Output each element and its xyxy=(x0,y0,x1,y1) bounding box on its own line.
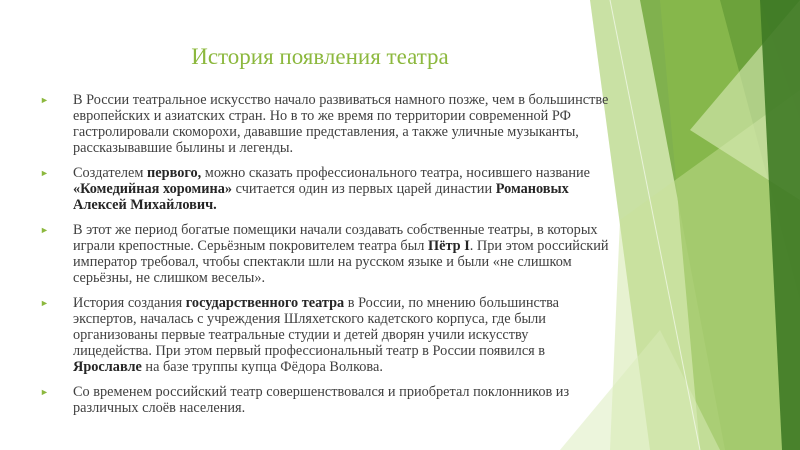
bold-text: Пётр I xyxy=(428,238,470,254)
bullet-arrow-icon: ► xyxy=(40,298,49,308)
bold-text: Романовых Алексей Михайлович. xyxy=(73,181,569,213)
text-run: в России, по мнению большинства экспертов, началась с учреждения Шляхетского кадетского корпуса, где были организованы первые театральные студии и детей дворян учили искусству лицедейства. При этом первый профессиональный театр в России появился в xyxy=(73,295,560,359)
bold-text: первого, xyxy=(147,165,202,181)
bold-text: Ярославле xyxy=(73,359,142,375)
text-run: История создания xyxy=(73,295,186,311)
text-run: на базе труппы купца Фёдора Волкова. xyxy=(141,359,383,375)
bullet-arrow-icon: ► xyxy=(40,225,49,235)
bullet-arrow-icon: ► xyxy=(40,387,49,397)
bullet-item xyxy=(40,92,610,156)
bullet-arrow-icon: ► xyxy=(40,168,49,178)
text-run: В России театральное искусство начало развиваться намного позже, чем в большинстве европейских и азиатских стран. Но в то же время по территории современной РФ гастролировали скоморохи, дававшие представления, а также уличные музыканты, рассказывавшие былины и легенды. xyxy=(73,92,609,156)
text-run: В этот же период богатые помещики начали создавать собственные театры, в которых играли крепостные. Серьёзным покровителем театра был xyxy=(73,222,598,254)
bullet-item xyxy=(40,222,610,286)
bold-text: государственного театра xyxy=(185,295,345,311)
bullet-list xyxy=(40,92,610,425)
bullet-arrow-icon: ► xyxy=(40,95,49,105)
text-run: . При этом российский император требовал, чтобы спектакли шли на русском языке и были «не слишком серьёзны, не слишком веселы». xyxy=(73,238,609,286)
bold-text: «Комедийная хоромина» xyxy=(73,181,233,197)
bullet-item xyxy=(40,295,610,375)
text-run: считается один из первых царей династии xyxy=(232,181,496,197)
text-run: Со временем российский театр совершенствовался и приобретал поклонников из различных слоёв населения. xyxy=(73,384,570,416)
text-run: Создателем xyxy=(73,165,148,181)
bullet-item xyxy=(40,384,610,416)
text-run: можно сказать профессионального театра, носившего название xyxy=(201,165,590,181)
slide-title: История появления театра xyxy=(191,44,449,69)
bullet-item xyxy=(40,165,610,213)
